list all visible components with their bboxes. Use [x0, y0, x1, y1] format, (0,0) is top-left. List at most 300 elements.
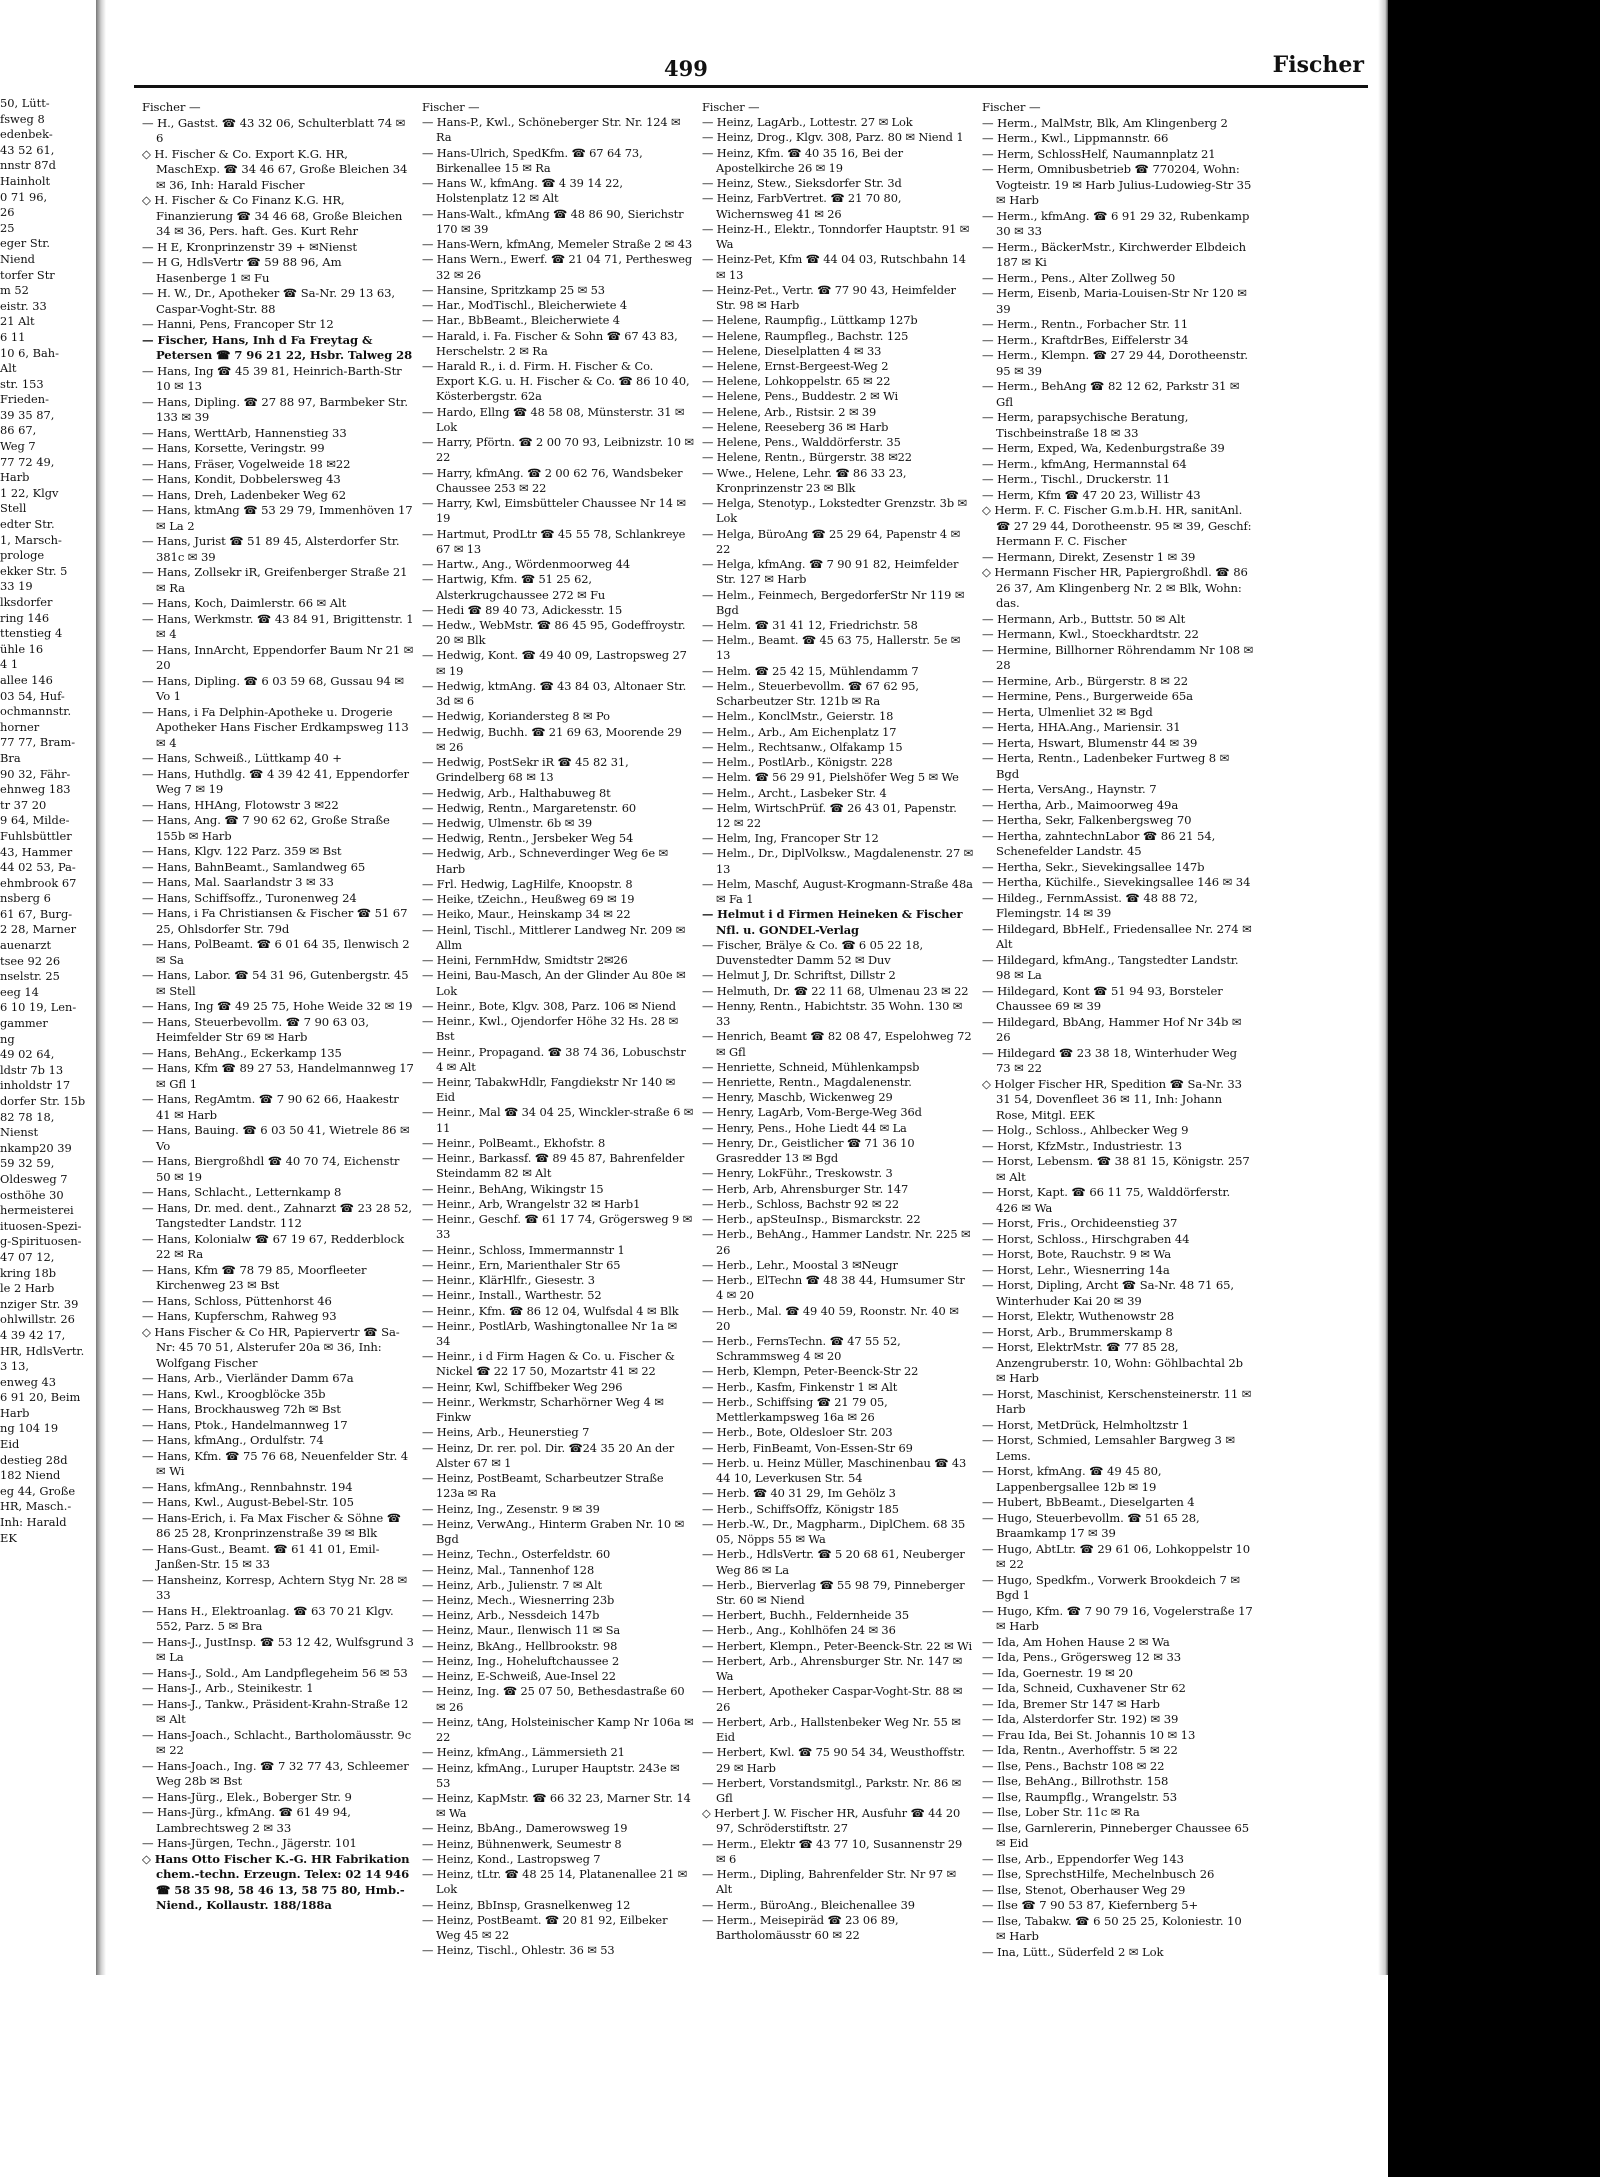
directory-entry: — Herm., Pens., Alter Zollweg 50	[982, 270, 1176, 285]
directory-entry: — Helm., Beamt. ☎ 45 63 75, Hallerstr. 5e ✉ 13	[702, 633, 961, 663]
previous-page-line: eistr. 33	[0, 298, 47, 313]
previous-page-line: nsberg 6	[0, 891, 51, 906]
directory-entry: — Herb., Lehr., Moostal 3 ✉Neugr	[702, 1257, 898, 1272]
directory-entry: — Herb., apSteuInsp., Bismarckstr. 22	[702, 1212, 921, 1227]
directory-entry: — Helene, Raumpfig., Lüttkamp 127b	[702, 313, 918, 328]
directory-entry: — Helm., Dr., DiplVolksw., Magdalenenstr. 27 ✉ 13	[702, 846, 974, 876]
directory-entry: — Herm, parapsychische Beratung, Tischbeinstraße 18 ✉ 33	[982, 410, 1189, 440]
directory-entry: — Hans, i Fa Delphin-Apotheke u. Drogerie Apotheker Hans Fischer Erdkampsweg 113 ✉ 4	[142, 704, 409, 750]
directory-entry: — Hans-Ulrich, SpedKfm. ☎ 67 64 73, Birkenallee 15 ✉ Ra	[422, 145, 643, 175]
directory-entry: — Herbert, Apotheker Caspar-Voght-Str. 88 ✉ 26	[702, 1684, 963, 1714]
directory-entry: — Herm., Elektr ☎ 43 77 10, Susannenstr 29 ✉ 6	[702, 1836, 963, 1866]
directory-entry: — Hedwig, Kont. ☎ 49 40 09, Lastropsweg 27 ✉ 19	[422, 648, 687, 678]
previous-page-line: Fuhlsbüttler	[0, 828, 72, 843]
directory-entry: — Ilse ☎ 7 90 53 87, Kiefernberg 5+	[982, 1898, 1199, 1912]
directory-entry: — Hans, Kwl., Kroogblöcke 35b	[142, 1386, 326, 1401]
directory-entry: — Hans-J., Arb., Steinikestr. 1	[142, 1681, 314, 1695]
directory-entry: — Hedwig, Arb., Schneverdinger Weg 6e ✉ Harb	[422, 846, 668, 876]
directory-entry: — Herb., HdlsVertr. ☎ 5 20 68 61, Neuberger Weg 86 ✉ La	[702, 1547, 965, 1577]
directory-entry: — Hildegard ☎ 23 38 18, Winterhuder Weg 73 ✉ 22	[982, 1045, 1237, 1075]
directory-entry: — Hans, Dipling. ☎ 27 88 97, Barmbeker Str. 133 ✉ 39	[142, 394, 408, 424]
directory-entry: — Herbert, Kwl. ☎ 75 90 54 34, Weusthoffstr. 29 ✉ Harb	[702, 1745, 966, 1775]
previous-page-line: 2 28, Marner	[0, 922, 77, 937]
previous-page-line: Eid	[0, 1437, 20, 1452]
directory-entry: — Herb., Bierverlag ☎ 55 98 79, Pinneberger Str. 60 ✉ Niend	[702, 1577, 965, 1607]
directory-entry: — Ida, Rentn., Averhoffstr. 5 ✉ 22	[982, 1743, 1178, 1757]
directory-entry: — Hugo, Kfm. ☎ 7 90 79 16, Vogelerstraße 17 ✉ Harb	[982, 1603, 1253, 1633]
directory-entry: — Hans, Schweiß., Lüttkamp 40 +	[142, 751, 342, 765]
directory-entry: — Helga, kfmAng. ☎ 7 90 91 82, Heimfelder Str. 127 ✉ Harb	[702, 557, 959, 587]
directory-entry: — Heinr., Bote, Klgv. 308, Parz. 106 ✉ Niend	[422, 998, 676, 1013]
directory-entry: — Herbert, Arb., Hallstenbeker Weg Nr. 55 ✉ Eid	[702, 1714, 961, 1745]
directory-entry: — Heinz, PostBeamt. ☎ 20 81 92, Eilbeker Weg 45 ✉ 22	[422, 1912, 668, 1943]
directory-entry: — Hedwig, Arb., Halthabuweg 8t	[422, 785, 611, 800]
directory-entry: — Herm., Rentn., Forbacher Str. 11	[982, 317, 1188, 331]
directory-entry: — Harald R., i. d. Firm. H. Fischer & Co. Export K.G. u. H. Fischer & Co. ☎ 86 10 40, Kösterbergstr. 62a	[422, 358, 690, 404]
directory-entry: — Heinr., Barkassf. ☎ 89 45 87, Bahrenfelder Steindamm 82 ✉ Alt	[422, 1151, 685, 1181]
directory-entry: — Hans, Bauing. ☎ 6 03 50 41, Wietrele 86 ✉ Vo	[142, 1123, 410, 1153]
directory-entry: — Hans-Erich, i. Fa Max Fischer & Söhne ☎ 86 25 28, Kronprinzenstraße 39 ✉ Blk	[142, 1510, 402, 1540]
directory-entry: — Hans, InnArcht, Eppendorfer Baum Nr 21 ✉ 20	[142, 642, 414, 672]
previous-page-line: auenarzt	[0, 938, 52, 953]
directory-entry: — Heinz, Tischl., Ohlestr. 36 ✉ 53	[422, 1943, 615, 1958]
directory-entry: — Hedwig, Buchh. ☎ 21 69 63, Moorende 29 ✉ 26	[422, 724, 682, 754]
directory-entry: — Hans, Huthdlg. ☎ 4 39 42 41, Eppendorfer Weg 7 ✉ 19	[142, 766, 409, 796]
directory-entry: — Hildegard, kfmAng., Tangstedter Landstr. 98 ✉ La	[982, 952, 1239, 982]
directory-entry: — Heinz-H., Elektr., Tonndorfer Hauptstr. 91 ✉ Wa	[702, 221, 970, 252]
previous-page-line: lksdorfer	[0, 595, 53, 609]
directory-entry: — Heinz, PostBeamt, Scharbeutzer Straße 123a ✉ Ra	[422, 1471, 664, 1501]
directory-entry: — Ida, Bremer Str 147 ✉ Harb	[982, 1696, 1160, 1711]
directory-entry: — Herbert, Buchh., Feldernheide 35	[702, 1608, 909, 1623]
previous-page-line: 90 32, Fähr-	[0, 766, 71, 781]
column-head: Fischer —	[982, 100, 1041, 114]
directory-entry: — Ilse, BehAng., Billrothstr. 158	[982, 1774, 1169, 1788]
directory-entry: — Herta, VersAng., Haynstr. 7	[982, 782, 1157, 796]
directory-entry: — Helmut i d Firmen Heineken & Fischer Nfl. u. GONDEL-Verlag	[702, 907, 963, 937]
previous-page-line: 1 22, Klgv	[0, 485, 59, 500]
previous-page-line: Frieden-	[0, 392, 49, 407]
directory-entry: — Hans, Labor. ☎ 54 31 96, Gutenbergstr. 45 ✉ Stell	[142, 968, 409, 998]
directory-entry: — Helm., Feinmech, BergedorferStr Nr 119 ✉ Bgd	[702, 587, 965, 617]
directory-entry: — Hans, Kondit, Dobbelersweg 43	[142, 472, 341, 486]
directory-entry: — Hedwig, Rentn., Margaretenstr. 60	[422, 800, 637, 815]
directory-entry: — Harald, i. Fa. Fischer & Sohn ☎ 67 43 83, Herschelstr. 2 ✉ Ra	[422, 328, 678, 358]
directory-entry: — Herb. u. Heinz Müller, Maschinenbau ☎ 43 44 10, Leverkusen Str. 54	[702, 1455, 967, 1486]
previous-page-line: 10 6, Bah-	[0, 345, 59, 360]
directory-entry: — Henry, Dr., Geistlicher ☎ 71 36 10 Grasredder 13 ✉ Bgd	[702, 1135, 915, 1166]
directory-entry: — Herm., Meisepiräd ☎ 23 06 89, Bartholomäusstr 60 ✉ 22	[702, 1912, 899, 1943]
scan-background	[1388, 0, 1600, 2177]
directory-entry: — Henry, LagArb, Vom-Berge-Weg 36d	[702, 1105, 922, 1120]
directory-entry: — Herm., kfmAng, Hermannstal 64	[982, 456, 1187, 471]
previous-page-line: destieg 28d	[0, 1452, 68, 1467]
directory-entry: — Heinz, BbAng., Damerowsweg 19	[422, 1821, 628, 1836]
previous-page-line: 39 35 87,	[0, 407, 55, 422]
previous-page-line: 33 19	[0, 579, 33, 594]
directory-entry: — Heinz, Kond., Lastropsweg 7	[422, 1851, 601, 1866]
directory-entry: — Heinz, Arb., Nessdeich 147b	[422, 1608, 600, 1623]
directory-entry: — Herb., Ang., Kohlhöfen 24 ✉ 36	[702, 1623, 896, 1638]
previous-page-line: 9 64, Milde-	[0, 813, 70, 828]
directory-entry: — Hartw., Ang., Wördenmoorweg 44	[422, 557, 630, 572]
directory-entry: — Hans Wern., Ewerf. ☎ 21 04 71, Perthesweg 32 ✉ 26	[422, 252, 693, 282]
directory-entry: — Herm., Dipling, Bahrenfelder Str. Nr 97 ✉ Alt	[702, 1867, 956, 1897]
directory-entry: — Hans, Zollsekr iR, Greifenberger Straße 21 ✉ Ra	[142, 565, 408, 595]
previous-page-line: osthöhe 30	[0, 1187, 64, 1202]
directory-entry: — Heinz, Bühnenwerk, Seumestr 8	[422, 1836, 622, 1851]
directory-entry: — Helm. ☎ 31 41 12, Friedrichstr. 58	[702, 617, 918, 632]
directory-entry: — Hans, Dipling. ☎ 6 03 59 68, Gussau 94 ✉ Vo 1	[142, 673, 405, 703]
directory-entry: — Horst, Schmied, Lemsahler Bargweg 3 ✉ Lems.	[982, 1433, 1235, 1463]
previous-page-line: hermeisterei	[0, 1203, 74, 1218]
directory-entry: — Wwe., Helene, Lehr. ☎ 86 33 23, Kronprinzenstr 23 ✉ Blk	[702, 465, 907, 495]
directory-entry: — Hans-Joach., Schlacht., Bartholomäusstr. 9c ✉ 22	[142, 1727, 412, 1757]
directory-entry: — Hans, Kfm. ☎ 75 76 68, Neuenfelder Str. 4 ✉ Wi	[142, 1448, 409, 1478]
directory-entry: ◇ H. Fischer & Co. Export K.G. HR, MaschExp. ☎ 34 46 67, Große Bleichen 34 ✉ 36, Inh: Harald Fischer	[142, 146, 408, 192]
previous-page-line: ring 146	[0, 610, 50, 625]
previous-page-line: Inh: Harald	[0, 1515, 67, 1530]
previous-page-line: edenbek-	[0, 127, 53, 142]
directory-entry: — Hans, Arb., Vierländer Damm 67a	[142, 1371, 354, 1385]
directory-entry: — Heinr., i d Firm Hagen & Co. u. Fischer & Nickel ☎ 22 17 50, Mozartstr 41 ✉ 22	[422, 1349, 675, 1379]
directory-entry: — Hans, kfmAng., Ordulfstr. 74	[142, 1433, 324, 1447]
previous-page-line: 1, Marsch-	[0, 532, 62, 547]
previous-page-line: horner	[0, 719, 40, 734]
previous-page-line: 61 67, Burg-	[0, 906, 73, 921]
directory-entry: — Heinr., BehAng, Wikingstr 15	[422, 1181, 604, 1196]
column-head: Fischer —	[422, 100, 480, 114]
directory-entry: — Herb, FinBeamt, Von-Essen-Str 69	[702, 1440, 913, 1455]
previous-page-line: tsee 92 26	[0, 953, 61, 968]
previous-page-line: 43 52 61,	[0, 142, 55, 157]
directory-entry: — Herb., FernsTechn. ☎ 47 55 52, Schrammsweg 4 ✉ 20	[702, 1333, 901, 1364]
directory-entry: — Hans-Walt., kfmAng ☎ 48 86 90, Sierichstr 170 ✉ 39	[422, 206, 684, 236]
directory-entry: — Helm. ☎ 56 29 91, Pielshöfer Weg 5 ✉ We	[702, 770, 959, 785]
directory-entry: — Heinz, BkAng., Hellbrookstr. 98	[422, 1638, 618, 1653]
directory-entry: — Hans, Schiffsoffz., Turonenweg 24	[142, 890, 357, 905]
directory-entry: — Heinr., Install., Warthestr. 52	[422, 1288, 602, 1303]
previous-page-line: nkamp20 39	[0, 1140, 72, 1155]
directory-column-1	[142, 100, 414, 1914]
previous-page-line: eeg 14	[0, 984, 39, 999]
directory-entry: — Herta, Ulmenliet 32 ✉ Bgd	[982, 704, 1153, 719]
previous-page-line: inholdstr 17	[0, 1078, 71, 1093]
directory-entry: — Hans, HHAng, Flotowstr 3 ✉22	[142, 797, 339, 812]
directory-entry: — Heinz-Pet., Vertr. ☎ 77 90 43, Heimfelder Str. 98 ✉ Harb	[702, 282, 956, 313]
previous-page-line: 47 07 12,	[0, 1249, 55, 1264]
directory-entry: — Herb., Kasfm, Finkenstr 1 ✉ Alt	[702, 1379, 898, 1394]
previous-page-line: 6 10 19, Len-	[0, 1000, 77, 1015]
directory-entry: — Henriette, Rentn., Magdalenenstr.	[702, 1075, 912, 1089]
directory-entry: — Helmut J, Dr. Schriftst, Dillstr 2	[702, 968, 896, 983]
directory-entry: — Heinl, Tischl., Mittlerer Landweg Nr. 209 ✉ Allm	[422, 922, 686, 952]
directory-entry: — Hedwig, Koriandersteg 8 ✉ Po	[422, 709, 610, 724]
previous-page-line: 03 54, Huf-	[0, 688, 65, 703]
directory-entry: — Hedwig, PostSekr iR ☎ 45 82 31, Grindelberg 68 ✉ 13	[422, 755, 629, 785]
directory-entry: ◇ Herbert J. W. Fischer HR, Ausfuhr ☎ 44 20 97, Schröderstiftstr. 27	[702, 1806, 961, 1836]
directory-entry: — Herm., Klempn. ☎ 27 29 44, Dorotheenstr. 95 ✉ 39	[982, 348, 1248, 378]
directory-column-2	[422, 100, 694, 1959]
previous-page-line: enweg 43	[0, 1374, 56, 1389]
directory-entry: — Hermann, Direkt, Zesenstr 1 ✉ 39	[982, 549, 1196, 564]
previous-page-line: 6 11	[0, 329, 26, 344]
directory-entry: — Hedwig, Ulmenstr. 6b ✉ 39	[422, 816, 592, 831]
previous-page-line: EK	[0, 1530, 17, 1545]
previous-page-line: ohlwillstr. 26	[0, 1312, 75, 1327]
directory-entry: — Helga, Stenotyp., Lokstedter Grenzstr. 3b ✉ Lok	[702, 496, 967, 526]
directory-entry: — Hans, Ang. ☎ 7 90 62 62, Große Straße 155b ✉ Harb	[142, 813, 390, 843]
directory-entry: — Horst, Lehr., Wiesnerring 14a	[982, 1262, 1170, 1277]
previous-page-line: 43, Hammer	[0, 844, 73, 859]
directory-entry: — Hans, Dr. med. dent., Zahnarzt ☎ 23 28 52, Tangstedter Landstr. 112	[142, 1200, 412, 1230]
previous-page-line: allee 146	[0, 672, 53, 687]
previous-page-line: fsweg 8	[0, 111, 45, 126]
previous-page-line: Harb	[0, 470, 30, 485]
directory-entry: — Horst, Lebensm. ☎ 38 81 15, Königstr. 257 ✉ Alt	[982, 1154, 1250, 1184]
directory-entry: — Herb., Schiffsing ☎ 21 79 05, Mettlerkampsweg 16a ✉ 26	[702, 1394, 888, 1425]
directory-entry: — Hermine, Billhorner Röhrendamm Nr 108 ✉ 28	[982, 642, 1254, 672]
directory-entry: — Helene, Pens., Buddestr. 2 ✉ Wi	[702, 389, 899, 404]
directory-entry: — Hans, Dreh, Ladenbeker Weg 62	[142, 487, 346, 502]
directory-entry: — Hertha, Sekr, Falkenbergsweg 70	[982, 813, 1192, 827]
directory-entry: — Heinz, tLtr. ☎ 48 25 14, Platanenallee 21 ✉ Lok	[422, 1867, 688, 1897]
directory-entry: — Hans H., Elektroanlag. ☎ 63 70 21 Klgv. 552, Parz. 5 ✉ Bra	[142, 1603, 394, 1633]
previous-page-line: g-Spirituosen-	[0, 1234, 82, 1249]
directory-entry: — Hertha, Arb., Maimoorweg 49a	[982, 797, 1179, 812]
directory-entry: — Horst, KfzMstr., Industriestr. 13	[982, 1138, 1182, 1153]
directory-column-4	[982, 100, 1254, 1960]
previous-page-line: 21 Alt	[0, 314, 35, 329]
previous-page-line: Alt	[0, 361, 17, 376]
directory-column-3	[702, 100, 974, 1943]
directory-entry: — Hans, BehAng., Eckerkamp 135	[142, 1045, 342, 1060]
directory-entry: — Horst, Bote, Rauchstr. 9 ✉ Wa	[982, 1247, 1172, 1261]
directory-entry: — Hans, Schloss, Püttenhorst 46	[142, 1293, 332, 1308]
directory-entry: — Herm., MalMstr, Blk, Am Klingenberg 2	[982, 115, 1228, 130]
directory-entry: — Helm, Maschf, August-Krogmann-Straße 48a ✉ Fa 1	[702, 876, 973, 907]
directory-entry: — Herta, Hswart, Blumenstr 44 ✉ 39	[982, 735, 1198, 750]
previous-page-line: ühle 16	[0, 641, 44, 656]
directory-entry: — Heinz, kfmAng., Lämmersieth 21	[422, 1745, 625, 1760]
directory-entry: ◇ H. Fischer & Co Finanz K.G. HR, Finanzierung ☎ 34 46 68, Große Bleichen 34 ✉ 36, Pers. haft. Ges. Kurt Rehr	[142, 193, 403, 238]
directory-entry: — Herm, Omnibusbetrieb ☎ 770204, Wohn: Vogteistr. 19 ✉ Harb Julius-Ludowieg-Str 35 ✉ Harb	[982, 162, 1252, 207]
directory-entry: — Helene, Pens., Walddörferstr. 35	[702, 435, 901, 450]
previous-page-line: le 2 Harb	[0, 1281, 55, 1296]
previous-page-line: 50, Lütt-	[0, 96, 50, 110]
directory-entry: — Herb., SchiffsOffz, Königstr 185	[702, 1501, 899, 1516]
directory-entry: — Hans, Kolonialw ☎ 67 19 67, Redderblock 22 ✉ Ra	[142, 1231, 405, 1261]
directory-entry: — Frl. Hedwig, LagHilfe, Knoopstr. 8	[422, 876, 633, 891]
header-rule	[134, 85, 1368, 88]
directory-entry: — Hartmut, ProdLtr ☎ 45 55 78, Schlankreye 67 ✉ 13	[422, 526, 686, 556]
directory-entry: — Hermann, Arb., Buttstr. 50 ✉ Alt	[982, 611, 1186, 626]
previous-page-line: 59 32 59,	[0, 1156, 55, 1171]
directory-entry: — Hedi ☎ 89 40 73, Adickesstr. 15	[422, 602, 623, 617]
directory-entry: — Heinz, kfmAng., Luruper Hauptstr. 243e ✉ 53	[422, 1760, 680, 1790]
directory-entry: — Heinz, Ing. ☎ 25 07 50, Bethesdastraße 60 ✉ 26	[422, 1684, 685, 1714]
directory-entry: — Hugo, Steuerbevollm. ☎ 51 65 28, Braamkamp 17 ✉ 39	[982, 1510, 1200, 1540]
directory-entry: — Herb.-W., Dr., Magpharm., DiplChem. 68 35 05, Nöpps 55 ✉ Wa	[702, 1516, 966, 1547]
directory-entry: — Horst, Kapt. ☎ 66 11 75, Walddörferstr. 426 ✉ Wa	[982, 1185, 1231, 1215]
directory-entry: — Ilse, Arb., Eppendorfer Weg 143	[982, 1851, 1184, 1866]
directory-entry: — Heinr., Schloss, Immermannstr 1	[422, 1242, 625, 1257]
directory-entry: — Heiko, Maur., Heinskamp 34 ✉ 22	[422, 907, 631, 922]
directory-entry: — Fischer, Hans, Inh d Fa Freytag & Petersen ☎ 7 96 21 22, Hsbr. Talweg 28	[142, 332, 413, 362]
directory-entry: — Hugo, Spedkfm., Vorwerk Brookdeich 7 ✉ Bgd 1	[982, 1572, 1240, 1602]
directory-entry: — Herm., KraftdrBes, Eiffelerstr 34	[982, 332, 1189, 347]
directory-entry: — Herm., BäckerMstr., Kirchwerder Elbdeich 187 ✉ Ki	[982, 239, 1247, 269]
directory-entry: — Horst, Elektr, Wuthenowstr 28	[982, 1309, 1175, 1323]
directory-entry: — Herta, HHA.Ang., Mariensir. 31	[982, 720, 1181, 734]
directory-entry: — Hans-Jürgen, Techn., Jägerstr. 101	[142, 1836, 357, 1850]
directory-entry: — Henny, Rentn., Habichtstr. 35 Wohn. 130 ✉ 33	[702, 998, 963, 1029]
previous-page-line: dorfer Str. 15b	[0, 1094, 86, 1108]
previous-page-line: ehmbrook 67	[0, 875, 77, 890]
previous-page-line: HR, Masch.-	[0, 1499, 72, 1514]
directory-entry: — Ilse, Garnlererin, Pinneberger Chaussee 65 ✉ Eid	[982, 1820, 1250, 1850]
directory-entry: — Hans, i Fa Christiansen & Fischer ☎ 51 67 25, Ohlsdorfer Str. 79d	[142, 906, 408, 936]
directory-entry: — Hans, Kwl., August-Bebel-Str. 105	[142, 1495, 354, 1509]
directory-entry: — Hildegard, Kont ☎ 51 94 93, Borsteler Chaussee 69 ✉ 39	[982, 983, 1223, 1013]
directory-entry: — Horst, Schloss., Hirschgraben 44	[982, 1231, 1190, 1246]
directory-entry: — Heinz, Arb., Julienstr. 7 ✉ Alt	[422, 1577, 603, 1592]
directory-entry: — Heinz-Pet, Kfm ☎ 44 04 03, Rutschbahn 14 ✉ 13	[702, 252, 966, 282]
directory-entry: — Hubert, BbBeamt., Dieselgarten 4	[982, 1495, 1195, 1509]
directory-entry: — Herb., Bote, Oldesloer Str. 203	[702, 1425, 893, 1440]
previous-page-line: ekker Str. 5	[0, 563, 68, 578]
directory-entry: — Herm., Kwl., Lippmannstr. 66	[982, 131, 1169, 145]
previous-page-line: gammer	[0, 1016, 48, 1031]
directory-entry: — Ida, Schneid, Cuxhavener Str 62	[982, 1681, 1186, 1695]
directory-entry: — Hedwig, ktmAng. ☎ 43 84 03, Altonaer Str. 3d ✉ 6	[422, 678, 687, 709]
directory-entry: — Hans, Korsette, Veringstr. 99	[142, 441, 325, 455]
directory-entry: — Heinr., Ern, Marienthaler Str 65	[422, 1257, 621, 1272]
directory-entry: — Har., BbBeamt., Bleicherwiete 4	[422, 313, 620, 328]
directory-entry: — Harry, Pförtn. ☎ 2 00 70 93, Leibnizstr. 10 ✉ 22	[422, 435, 694, 465]
directory-entry: — Frau Ida, Bei St. Johannis 10 ✉ 13	[982, 1727, 1196, 1742]
previous-page-line: tr 37 20	[0, 797, 47, 812]
directory-entry: — Har., ModTischl., Bleicherwiete 4	[422, 298, 628, 313]
previous-page-line: ng 104 19	[0, 1421, 59, 1436]
previous-page-line: nselstr. 25	[0, 969, 60, 984]
directory-entry: — Heinz, Stew., Sieksdorfer Str. 3d	[702, 176, 902, 191]
previous-page-line: Hainholt	[0, 173, 51, 188]
directory-entry: — Hermine, Arb., Bürgerstr. 8 ✉ 22	[982, 673, 1189, 688]
previous-page-line: torfer Str	[0, 267, 55, 282]
directory-entry: — Heinz, FarbVertret. ☎ 21 70 80, Wichernsweg 41 ✉ 26	[702, 191, 902, 221]
previous-page-line: ttenstieg 4	[0, 626, 63, 641]
directory-entry: — Hans, Werkmstr. ☎ 43 84 91, Brigittenstr. 1 ✉ 4	[142, 611, 414, 641]
previous-page-line: ldstr 7b 13	[0, 1062, 64, 1077]
previous-page-line: Weg 7	[0, 439, 36, 454]
directory-entry: — Hans-P., Kwl., Schöneberger Str. Nr. 124 ✉ Ra	[422, 115, 681, 145]
previous-page-line: eger Str.	[0, 236, 51, 251]
directory-entry: — Hugo, AbtLtr. ☎ 29 61 06, Lohkoppelstr 10 ✉ 22	[982, 1541, 1251, 1571]
directory-entry: — Herb, Arb, Ahrensburger Str. 147	[702, 1181, 909, 1196]
directory-entry: — Ina, Lütt., Süderfeld 2 ✉ Lok	[982, 1944, 1164, 1959]
directory-entry: — Henry, Pens., Hohe Liedt 44 ✉ La	[702, 1120, 907, 1135]
directory-entry: — Hans, Kfm ☎ 89 27 53, Handelmannweg 17 ✉ Gfl 1	[142, 1061, 414, 1091]
previous-page-line: Harb	[0, 1405, 30, 1420]
previous-page-line: eg 44, Große	[0, 1483, 76, 1498]
directory-entry: — Helm, Ing, Francoper Str 12	[702, 831, 879, 846]
previous-page-line: 0 71 96,	[0, 189, 48, 204]
previous-page-line: 82 78 18,	[0, 1109, 55, 1124]
directory-entry: — Hermann, Kwl., Stoeckhardtstr. 22	[982, 627, 1199, 641]
directory-entry: — Heinr., PolBeamt., Ekhofstr. 8	[422, 1135, 606, 1150]
previous-page-line: Bra	[0, 750, 21, 765]
directory-entry: — Hildegard, BbHelf., Friedensallee Nr. 274 ✉ Alt	[982, 921, 1252, 951]
directory-entry: — Herm, Kfm ☎ 47 20 23, Willistr 43	[982, 487, 1201, 502]
directory-page	[106, 0, 1378, 1975]
directory-entry: — Hans-Jürg., kfmAng. ☎ 61 49 94, Lambrechtsweg 2 ✉ 33	[142, 1805, 351, 1835]
directory-entry: — Hans, kfmAng., Rennbahnstr. 194	[142, 1479, 353, 1494]
directory-entry: — Heinz, Mech., Wiesnerring 23b	[422, 1592, 615, 1607]
directory-entry: — Helene, Ernst-Bergeest-Weg 2	[702, 358, 889, 373]
directory-entry: — Helene, Reeseberg 36 ✉ Harb	[702, 419, 889, 434]
previous-page-line: 4 1	[0, 657, 19, 672]
directory-entry: — Heinr., Kfm. ☎ 86 12 04, Wulfsdal 4 ✉ Blk	[422, 1303, 679, 1318]
directory-entry: — Hans, PolBeamt. ☎ 6 01 64 35, Ilenwisch 2 ✉ Sa	[142, 937, 410, 967]
directory-entry: — Horst, MetDrück, Helmholtzstr 1	[982, 1417, 1189, 1432]
previous-page-line: Oldesweg 7	[0, 1171, 68, 1186]
previous-page-line: ituosen-Spezi-	[0, 1218, 82, 1233]
running-head: Fischer	[1272, 52, 1364, 78]
previous-page-line: 86 67,	[0, 423, 37, 438]
directory-entry: — Hansheinz, Korresp, Achtern Styg Nr. 28 ✉ 33	[142, 1572, 408, 1602]
directory-entry: — Helene, Dieselplatten 4 ✉ 33	[702, 343, 882, 358]
directory-entry: — Helga, BüroAng ☎ 25 29 64, Papenstr 4 ✉ 22	[702, 526, 961, 556]
directory-entry: — Heinr., Arb, Wrangelstr 32 ✉ Harb1	[422, 1196, 641, 1211]
directory-entry: — Herb. ☎ 40 31 29, Im Gehölz 3	[702, 1486, 896, 1501]
previous-page-line: m 52	[0, 283, 29, 298]
directory-entry: — Ida, Am Hohen Hause 2 ✉ Wa	[982, 1634, 1170, 1649]
directory-entry: — Hertha, zahntechnLabor ☎ 86 21 54, Schenefelder Landstr. 45	[982, 828, 1216, 858]
directory-entry: — Henry, LokFühr., Treskowstr. 3	[702, 1166, 893, 1181]
directory-entry: — Heinz, BbInsp, Grasnelkenweg 12	[422, 1897, 631, 1912]
directory-entry: — Horst, Fris., Orchideenstieg 37	[982, 1216, 1178, 1230]
directory-entry: — Hartwig, Kfm. ☎ 51 25 62, Alsterkrugchaussee 272 ✉ Fu	[422, 572, 606, 602]
page-bottom-margin	[0, 1975, 1388, 2177]
directory-entry: — Horst, ElektrMstr. ☎ 77 85 28, Anzengruberstr. 10, Wohn: Göhlbachtal 2b ✉ Harb	[982, 1340, 1244, 1385]
previous-page-line: prologe	[0, 548, 45, 563]
previous-page-line: ochmannstr.	[0, 704, 72, 719]
directory-entry: — Hans-Wern, kfmAng, Memeler Straße 2 ✉ 43	[422, 237, 693, 252]
directory-entry: — H., Gastst. ☎ 43 32 06, Schulterblatt 74 ✉ 6	[142, 115, 406, 145]
directory-entry: — Heini, FernmHdw, Smidtstr 2✉26	[422, 953, 628, 968]
directory-entry: — Herb., Schloss, Bachstr 92 ✉ 22	[702, 1196, 900, 1211]
directory-entry: — Hans-J., Sold., Am Landpflegeheim 56 ✉ 53	[142, 1665, 408, 1680]
directory-entry: — Heinr., KlärHlfr., Giesestr. 3	[422, 1273, 595, 1288]
directory-entry: — Horst, kfmAng. ☎ 49 45 80, Lappenbergsallee 12b ✉ 19	[982, 1464, 1162, 1494]
directory-entry: — Ida, Goernestr. 19 ✉ 20	[982, 1665, 1133, 1680]
directory-entry: ◇ Hans Fischer & Co HR, Papiervertr ☎ Sa-Nr: 45 70 51, Alsterufer 20a ✉ 36, Inh: Wolfgang Fischer	[142, 1324, 400, 1370]
previous-page-line: ehnweg 183	[0, 782, 71, 797]
previous-page-line: 182 Niend	[0, 1468, 61, 1483]
directory-entry: — H. W., Dr., Apotheker ☎ Sa-Nr. 29 13 63, Caspar-Voght-Str. 88	[142, 286, 395, 316]
directory-entry: — Heinz, VerwAng., Hinterm Graben Nr. 10 ✉ Bgd	[422, 1516, 685, 1547]
directory-entry: — Hanni, Pens, Francoper Str 12	[142, 317, 334, 331]
directory-entry: — Hans, Biergroßhdl ☎ 40 70 74, Eichenstr 50 ✉ 19	[142, 1154, 400, 1184]
directory-entry: — Harry, Kwl, Eimsbütteler Chaussee Nr 14 ✉ 19	[422, 496, 686, 526]
directory-entry: — Hans, ktmAng ☎ 53 29 79, Immenhöven 17 ✉ La 2	[142, 503, 413, 533]
directory-entry: — Helene, Arb., Ristsir. 2 ✉ 39	[702, 404, 877, 419]
previous-page-line: str. 153	[0, 376, 44, 391]
directory-entry: — Heinz, Ing., Zesenstr. 9 ✉ 39	[422, 1501, 600, 1516]
directory-entry: — Hertha, Sekr., Sievekingsallee 147b	[982, 859, 1205, 874]
directory-entry: — Hans, Jurist ☎ 51 89 45, Alsterdorfer Str. 381c ✉ 39	[142, 534, 400, 564]
